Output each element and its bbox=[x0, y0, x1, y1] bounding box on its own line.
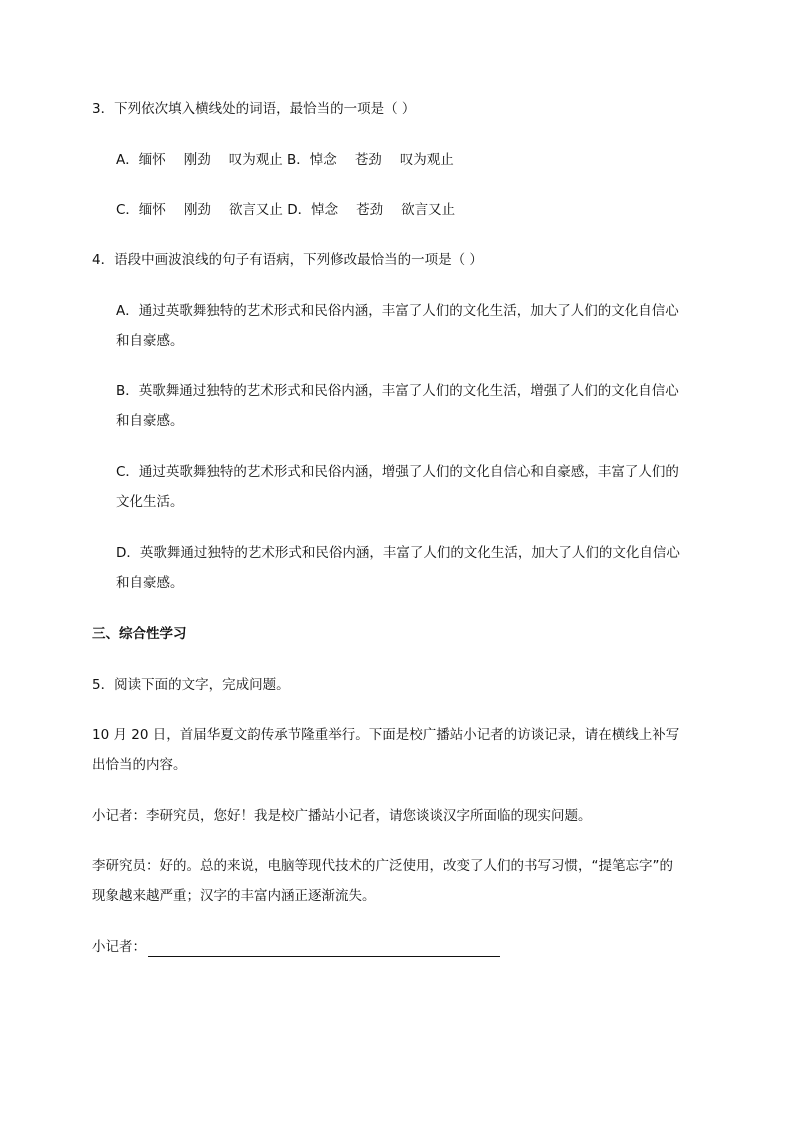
q3-option-text: 叹为观止 B．悼念 bbox=[228, 152, 337, 168]
q4-option-d: D．英歌舞通过独特的艺术形式和民俗内涵，丰富了人们的文化生活，加大了人们的文化自信心 bbox=[116, 545, 680, 561]
q4-option-d-cont: 和自豪感。 bbox=[116, 575, 184, 591]
q3-option-text: 刚劲 bbox=[183, 152, 211, 168]
q3-option-text: 刚劲 bbox=[183, 202, 211, 218]
reporter-line: 小记者：李研究员，您好！我是校广播站小记者，请您谈谈汉字所面临的现实问题。 bbox=[92, 808, 592, 824]
q3-option-text: 苍劲 bbox=[354, 152, 382, 168]
q4-option-b: B．英歌舞通过独特的艺术形式和民俗内涵，丰富了人们的文化生活，增强了人们的文化自信心 bbox=[116, 383, 679, 399]
reporter-answer-line bbox=[92, 937, 500, 957]
q4-stem: 4．语段中画波浪线的句子有语病，下列修改最恰当的一项是（ ） bbox=[92, 252, 483, 268]
q3-option-text: C．缅怀 bbox=[116, 202, 166, 218]
q5-intro-cont: 出恰当的内容。 bbox=[92, 757, 187, 773]
q5-stem: 5．阅读下面的文字，完成问题。 bbox=[92, 677, 290, 693]
section-heading: 三、综合性学习 bbox=[92, 626, 187, 642]
q3-option-row-cd bbox=[116, 200, 455, 220]
reporter-label: 小记者： bbox=[92, 939, 146, 955]
researcher-line-cont: 现象越来越严重；汉字的丰富内涵正逐渐流失。 bbox=[92, 888, 376, 904]
q4-option-c: C．通过英歌舞独特的艺术形式和民俗内涵，增强了人们的文化自信心和自豪感，丰富了人们的 bbox=[116, 464, 679, 480]
researcher-line: 李研究员：好的。总的来说，电脑等现代技术的广泛使用，改变了人们的书写习惯，“提笔忘字”的 bbox=[92, 858, 673, 874]
q3-option-text: 欲言又止 D．悼念 bbox=[228, 202, 339, 218]
q3-option-text: 欲言又止 bbox=[401, 202, 456, 218]
q3-option-text: A．缅怀 bbox=[116, 152, 166, 168]
q3-option-text: 苍劲 bbox=[356, 202, 384, 218]
q4-option-c-cont: 文化生活。 bbox=[116, 494, 184, 510]
q3-option-row-ab bbox=[116, 150, 454, 170]
q3-stem: 3．下列依次填入横线处的词语，最恰当的一项是（ ） bbox=[92, 101, 416, 117]
q4-option-a-cont: 和自豪感。 bbox=[116, 333, 184, 349]
q3-option-text: 叹为观止 bbox=[399, 152, 454, 168]
answer-blank[interactable] bbox=[148, 940, 500, 957]
q5-intro: 10 月 20 日，首届华夏文韵传承节隆重举行。下面是校广播站小记者的访谈记录，请在横线上补写 bbox=[92, 727, 680, 743]
q4-option-a: A．通过英歌舞独特的艺术形式和民俗内涵，丰富了人们的文化生活，加大了人们的文化自信心 bbox=[116, 303, 679, 319]
q4-option-b-cont: 和自豪感。 bbox=[116, 413, 184, 429]
